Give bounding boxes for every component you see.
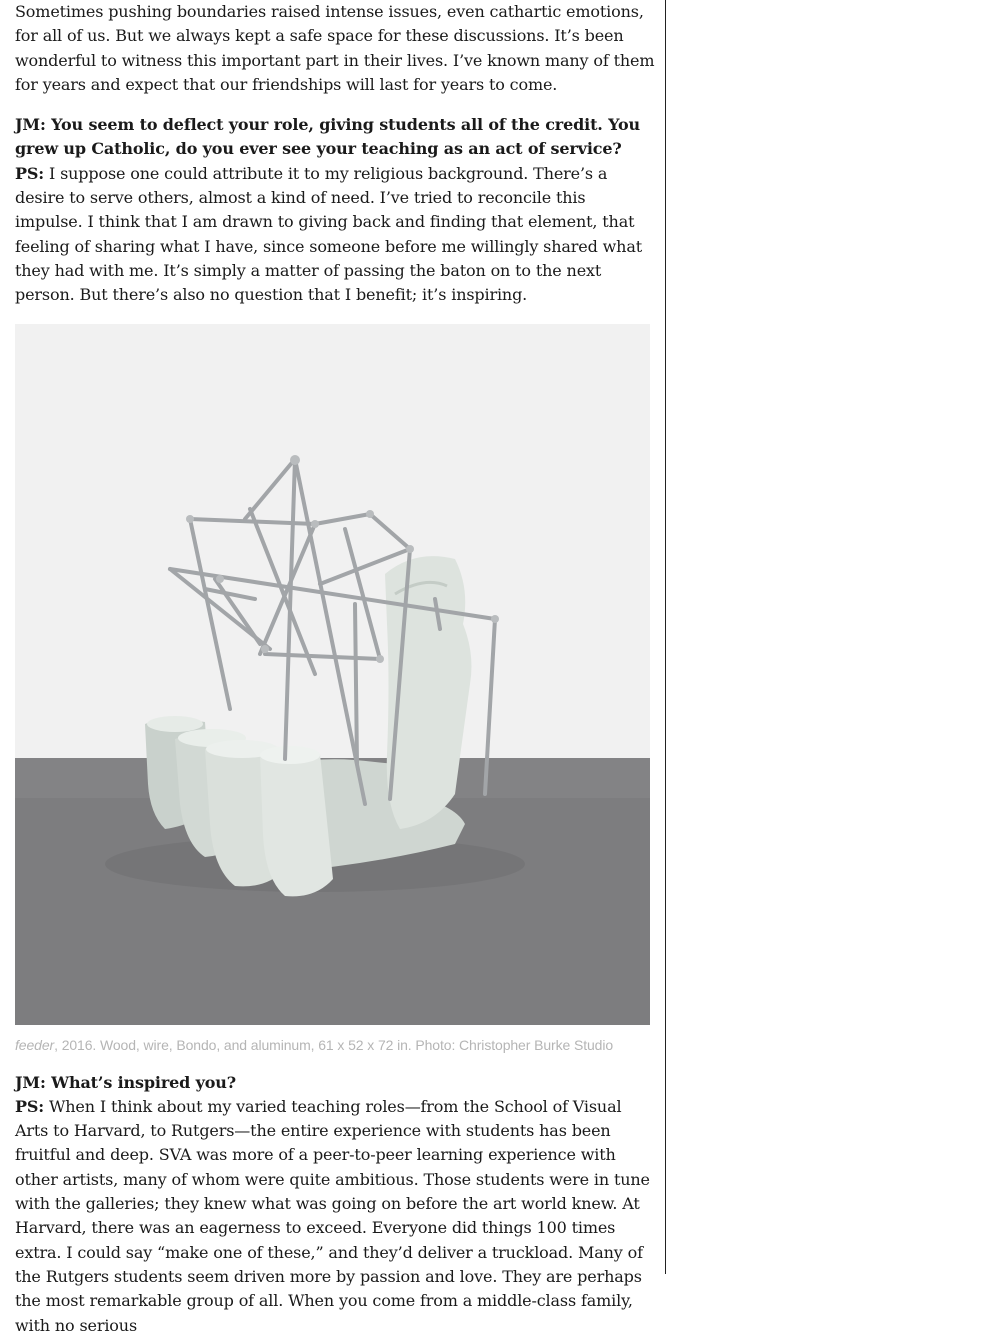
answer-speaker: PS:: [15, 1096, 45, 1116]
photo-caption: [15, 1035, 655, 1055]
article-column: [15, 0, 655, 1338]
answer-speaker: PS:: [15, 163, 45, 183]
interview-answer-1: [15, 162, 655, 308]
artwork-photo: [15, 324, 650, 1025]
interview-answer-2: [15, 1095, 655, 1338]
intro-paragraph: Sometimes pushing boundaries raised intense issues, even cathartic emotions, for all of us. But we always kept a safe space for these discussions. It’s been wonderful to witness this important part in their lives. I’ve known many of them for years and expect that our friendships will last for years to come.: [15, 2, 655, 94]
column-divider: [665, 0, 666, 1274]
interview-question-1: JM: You seem to deflect your role, giving students all of the credit. You grew up Catholic, do you ever see your teaching as an act of service?: [15, 115, 641, 159]
answer-text: When I think about my varied teaching roles—from the School of Visual Arts to Harvard, to Rutgers—the entire experience with students has been fruitful and deep. SVA was more of a peer-to-peer learning experience with other artists, many of whom were quite ambitious. Those students were in tune with the galleries; they knew what was going on before the art world knew. At Harvard, there was an eagerness to exceed. Everyone did things 100 times extra. I could say “make one of these,” and they’d deliver a truckload. Many of the Rutgers students seem driven more by passion and love. They are perhaps the most remarkable group of all. When you come from a middle-class family, with no serious: [15, 1096, 650, 1335]
answer-text: I suppose one could attribute it to my religious background. There’s a desire to serve others, almost a kind of need. I’ve tried to reconcile this impulse. I think that I am drawn to giving back and finding that element, that feeling of sharing what I have, since someone before me willingly shared what they had with me. It’s simply a matter of passing the baton on to the next person. But there’s also no question that I benefit; it’s inspiring.: [15, 163, 642, 305]
caption-details: , 2016. Wood, wire, Bondo, and aluminum, 61 x 52 x 72 in. Photo: Christopher Burke Studio: [54, 1036, 614, 1053]
sculpture-image: [15, 324, 650, 1025]
interview-question-2: JM: What’s inspired you?: [15, 1072, 236, 1092]
caption-title: feeder: [15, 1036, 55, 1053]
